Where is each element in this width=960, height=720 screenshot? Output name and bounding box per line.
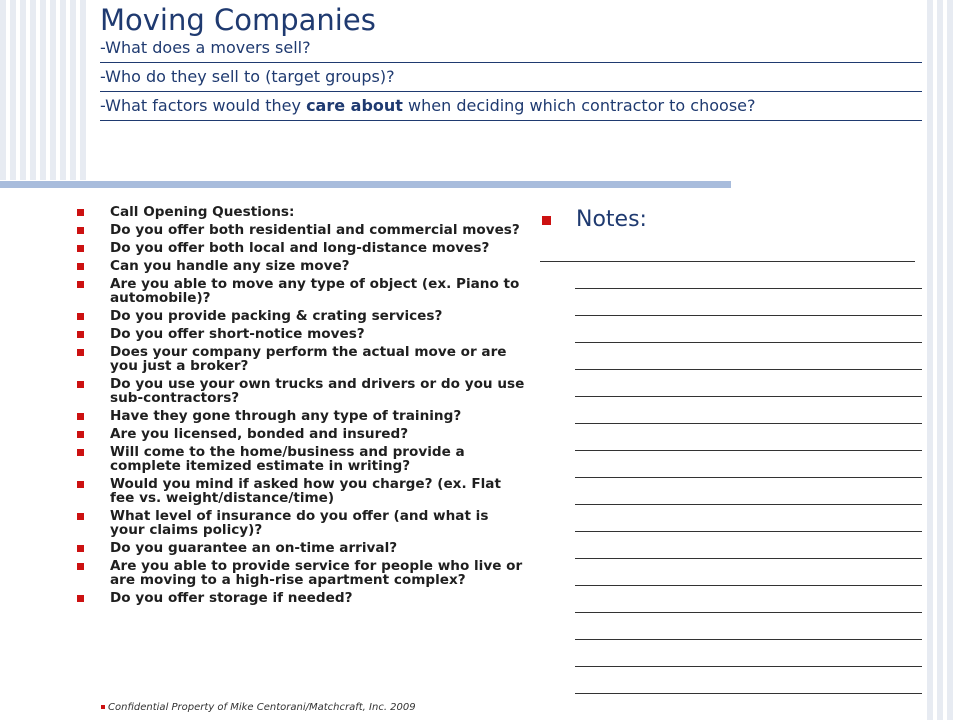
note-line bbox=[575, 451, 922, 478]
notes-heading: Notes: bbox=[540, 205, 930, 235]
footer-text: Confidential Property of Mike Centorani/Matchcraft, Inc. 2009 bbox=[101, 702, 416, 713]
note-line bbox=[575, 397, 922, 424]
background-stripe bbox=[40, 0, 46, 180]
call-questions-list bbox=[75, 205, 525, 609]
answer-line bbox=[100, 120, 922, 121]
note-line bbox=[575, 613, 922, 640]
note-line bbox=[575, 559, 922, 586]
background-stripe bbox=[937, 0, 943, 720]
question-3-bold: care about bbox=[306, 96, 403, 115]
note-line bbox=[575, 424, 922, 451]
list-item: Do you offer storage if needed? bbox=[75, 591, 525, 605]
note-line bbox=[575, 586, 922, 613]
list-item: Can you handle any size move? bbox=[75, 259, 525, 273]
list-item: Do you offer short-notice moves? bbox=[75, 327, 525, 341]
note-line bbox=[575, 478, 922, 505]
question-3 bbox=[100, 96, 922, 116]
list-item: Will come to the home/business and provide a complete itemized estimate in writing? bbox=[75, 445, 525, 473]
divider-bar bbox=[0, 181, 731, 188]
note-line bbox=[575, 667, 922, 694]
background-stripe bbox=[70, 0, 76, 180]
note-line bbox=[575, 262, 922, 289]
note-line bbox=[575, 505, 922, 532]
note-line bbox=[575, 316, 922, 343]
background-stripe bbox=[0, 0, 6, 180]
background-stripe bbox=[50, 0, 56, 180]
list-item: Call Opening Questions: bbox=[75, 205, 525, 219]
background-stripe bbox=[20, 0, 26, 180]
background-stripe bbox=[10, 0, 16, 180]
note-line bbox=[575, 289, 922, 316]
list-item: Are you able to move any type of object (ex. Piano to automobile)? bbox=[75, 277, 525, 305]
note-line bbox=[575, 532, 922, 559]
question-3-pre: -What factors would they bbox=[100, 96, 307, 115]
note-line bbox=[575, 343, 922, 370]
list-item: Do you guarantee an on-time arrival? bbox=[75, 541, 525, 555]
question-1: -What does a movers sell? bbox=[100, 38, 311, 57]
list-item: Does your company perform the actual move or are you just a broker? bbox=[75, 345, 525, 373]
list-item: Do you provide packing & crating services? bbox=[75, 309, 525, 323]
note-line bbox=[540, 235, 915, 262]
list-item: Do you offer both local and long-distance moves? bbox=[75, 241, 525, 255]
slide-title: Moving Companies bbox=[100, 3, 376, 37]
title-area bbox=[100, 0, 922, 125]
question-2: -Who do they sell to (target groups)? bbox=[100, 67, 395, 86]
notes-panel bbox=[540, 205, 930, 694]
list-item: Are you able to provide service for people who live or are moving to a high-rise apartment complex? bbox=[75, 559, 525, 587]
note-line bbox=[575, 640, 922, 667]
background-stripe bbox=[60, 0, 66, 180]
note-line bbox=[575, 370, 922, 397]
background-stripe bbox=[80, 0, 86, 180]
list-item: Do you offer both residential and commercial moves? bbox=[75, 223, 525, 237]
list-item: Have they gone through any type of training? bbox=[75, 409, 525, 423]
list-item: What level of insurance do you offer (and what is your claims policy)? bbox=[75, 509, 525, 537]
background-stripe bbox=[947, 0, 953, 720]
answer-line bbox=[100, 62, 922, 63]
answer-line bbox=[100, 91, 922, 92]
list-item: Would you mind if asked how you charge? (ex. Flat fee vs. weight/distance/time) bbox=[75, 477, 525, 505]
list-item: Do you use your own trucks and drivers or do you use sub-contractors? bbox=[75, 377, 525, 405]
background-stripe bbox=[30, 0, 36, 180]
list-item: Are you licensed, bonded and insured? bbox=[75, 427, 525, 441]
question-3-post: when deciding which contractor to choose? bbox=[402, 96, 756, 115]
